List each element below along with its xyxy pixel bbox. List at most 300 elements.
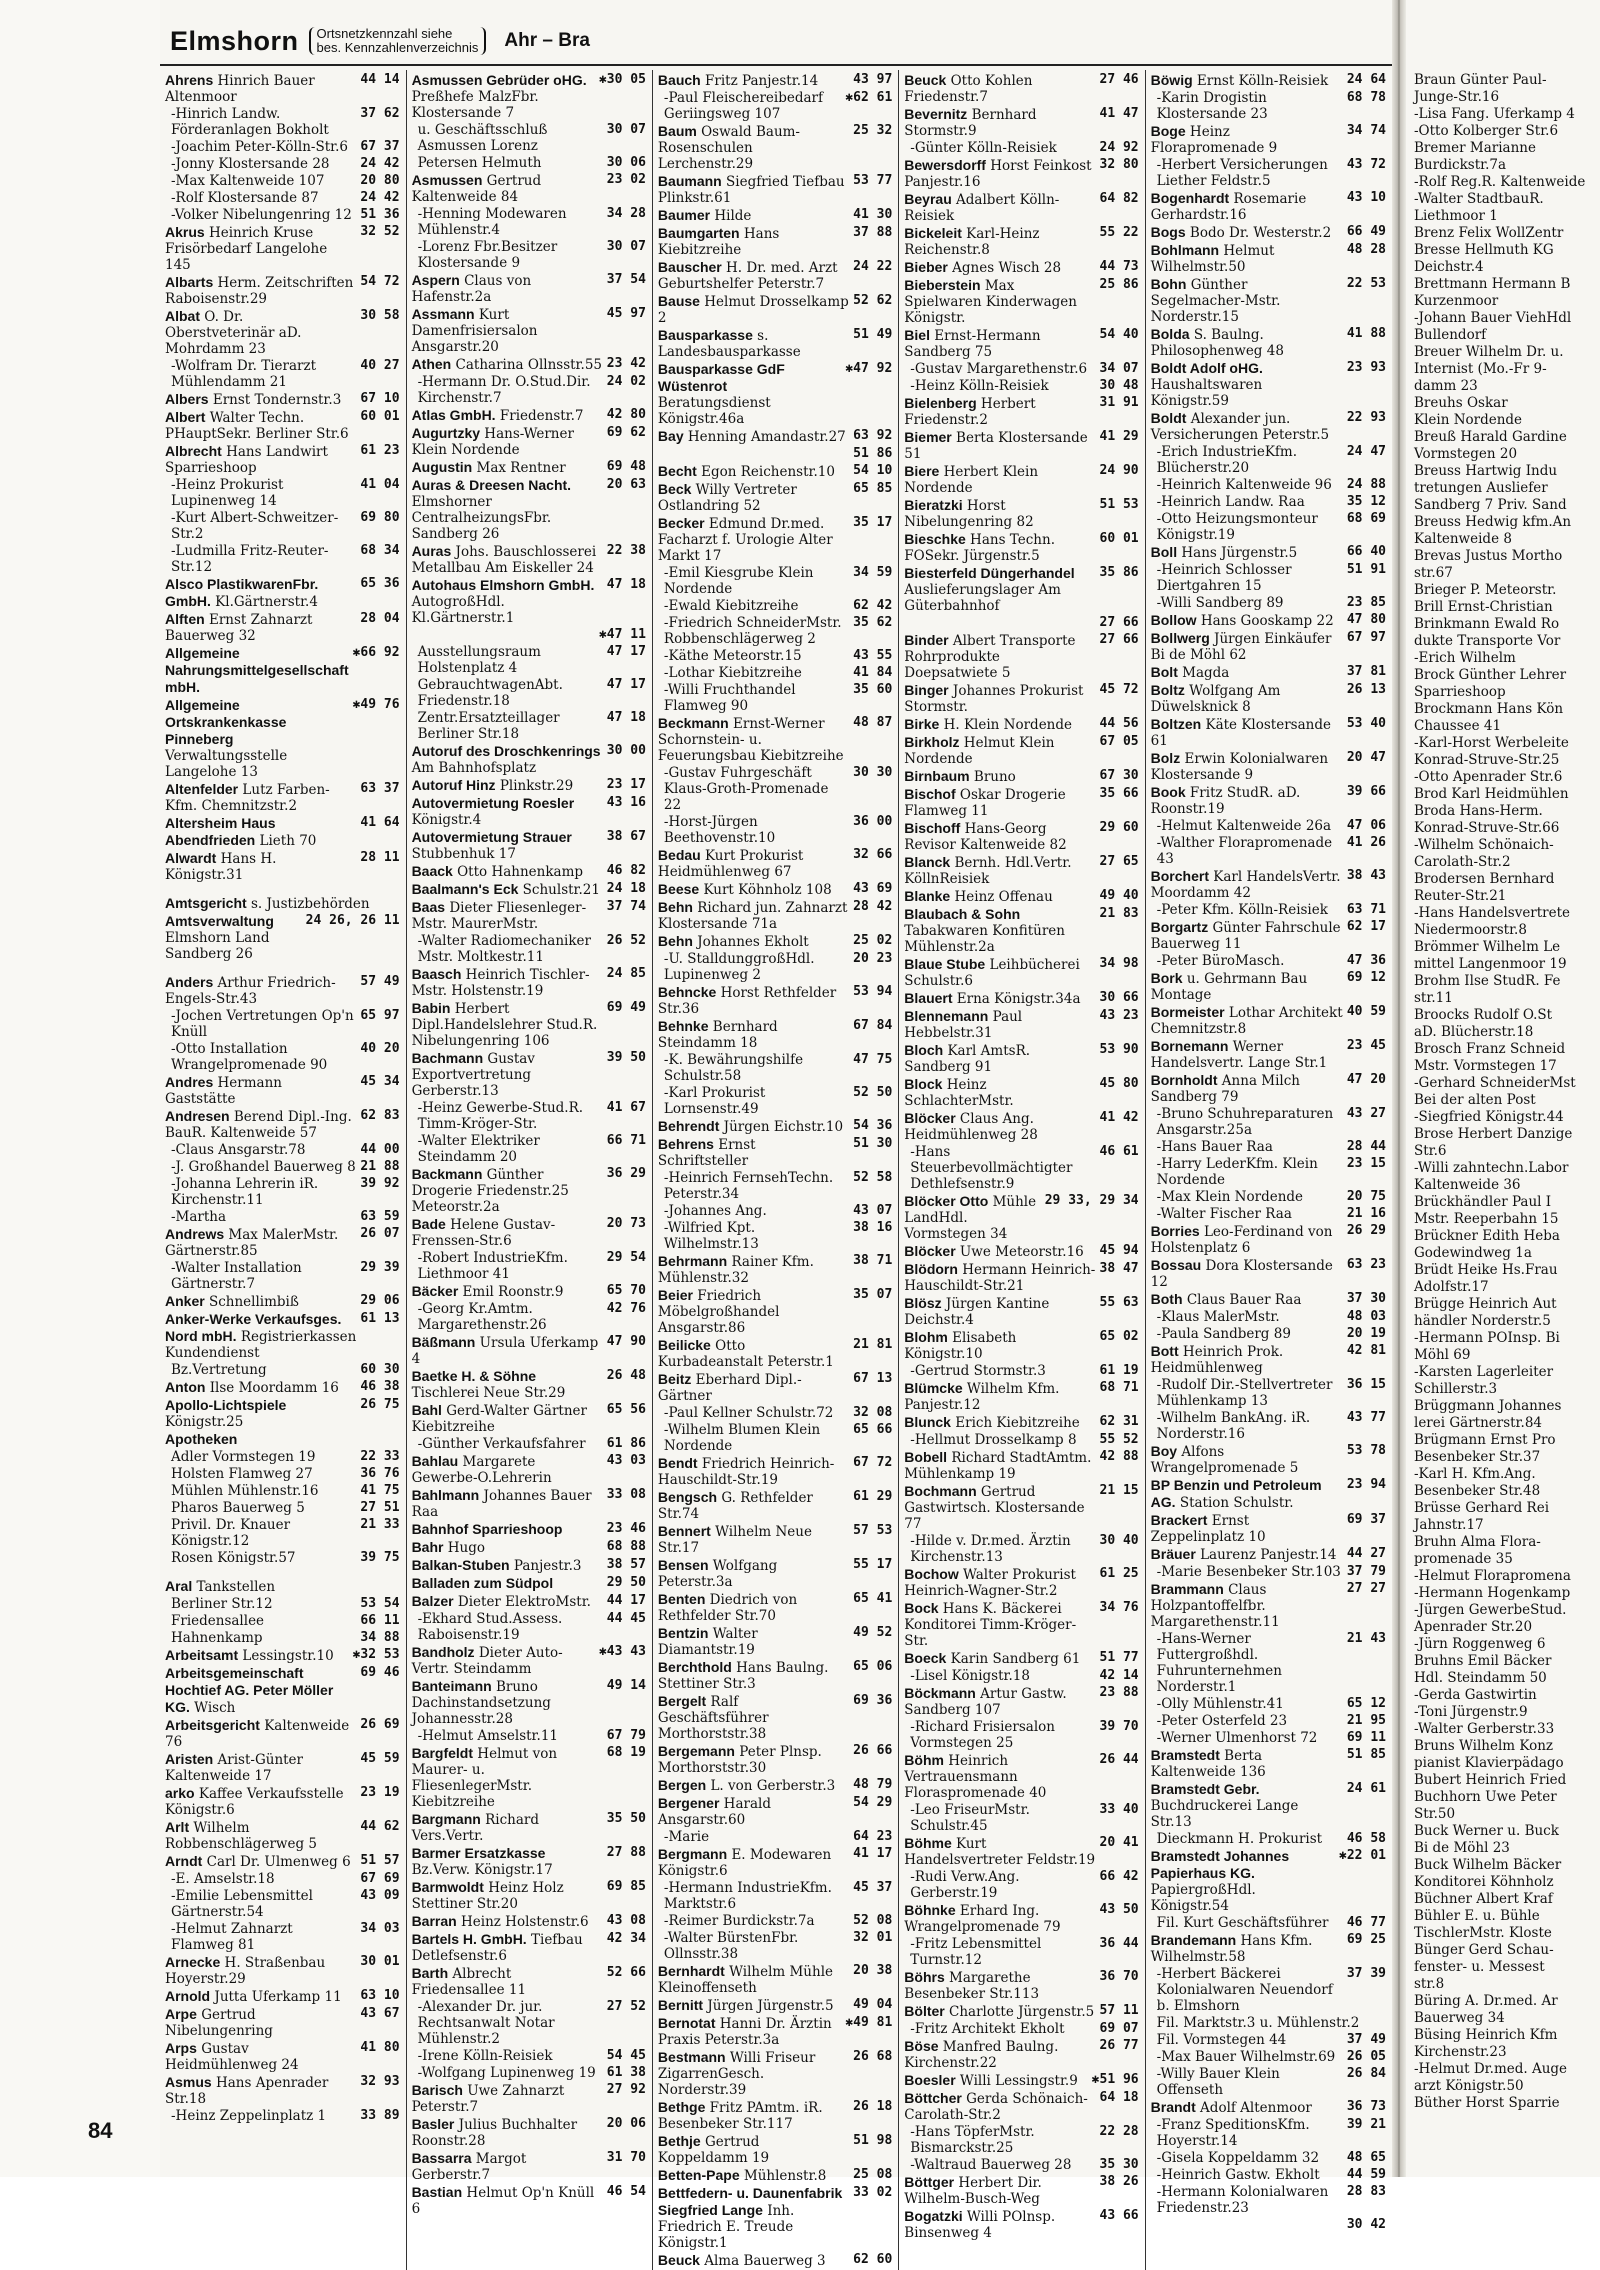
entry-text xyxy=(658,1220,849,1252)
entry-text xyxy=(658,481,849,514)
entry-text xyxy=(904,1008,1095,1041)
directory-entry xyxy=(165,1785,400,1818)
directory-entry xyxy=(904,734,1138,767)
entry-text xyxy=(1151,953,1343,969)
entry-phone-number: 24 47 xyxy=(1346,444,1386,459)
entry-text xyxy=(1151,1410,1343,1442)
next-page-line: -Erich Wilhelm xyxy=(1414,650,1516,666)
entry-phone-number: 22 33 xyxy=(360,1449,400,1464)
directory-entry xyxy=(412,272,646,305)
entry-details: -Paula Sandberg 89 xyxy=(1156,1326,1291,1342)
directory-entry xyxy=(165,1500,400,1516)
entry-phone-number: 24 22 xyxy=(853,259,893,274)
entry-name: Auras & Dreesen Nacht. xyxy=(411,477,572,493)
entry-text xyxy=(165,1159,356,1175)
entry-text xyxy=(904,395,1095,428)
directory-entry xyxy=(1151,276,1386,325)
entry-phone-number: 37 54 xyxy=(606,272,646,287)
directory-entry xyxy=(904,1008,1138,1041)
entry-name: Binger xyxy=(904,682,949,698)
directory-entry xyxy=(412,1879,646,1912)
directory-entry xyxy=(658,207,892,224)
entry-phone-number: 41 04 xyxy=(360,477,400,492)
entry-text xyxy=(412,710,603,742)
entry-phone-number: 61 86 xyxy=(606,1436,646,1451)
entry-text xyxy=(1151,1696,1343,1712)
entry-details: Claus von Hafenstr.2a xyxy=(411,273,532,305)
entry-text xyxy=(658,2252,849,2269)
entry-details: Max MalerMstr. Gärtnerstr.85 xyxy=(165,1227,339,1259)
entry-text xyxy=(412,1436,603,1452)
entry-phone-number: 69 37 xyxy=(1346,1512,1386,1527)
entry-phone-number: 26 84 xyxy=(1346,2066,1386,2081)
directory-entry xyxy=(1151,835,1386,867)
directory-entry xyxy=(1151,630,1386,663)
entry-name: Anton xyxy=(165,1379,206,1395)
entry-name: Bergener xyxy=(657,1795,720,1811)
entry-phone-number: 30 06 xyxy=(606,155,646,170)
entry-text xyxy=(412,1575,603,1592)
entry-text xyxy=(165,409,356,442)
entry-text xyxy=(165,974,356,1007)
entry-details: -Fritz Architekt Ekholt xyxy=(910,2021,1065,2037)
entry-phone-number: 69 07 xyxy=(1099,2021,1139,2036)
directory-entry xyxy=(658,90,892,122)
entry-text xyxy=(412,677,603,709)
entry-text xyxy=(1151,1713,1343,1729)
entry-text xyxy=(658,173,849,206)
entry-details: Mühlen Mühlenstr.16 xyxy=(171,1483,319,1499)
entry-text xyxy=(412,577,603,626)
entry-phone-number: 37 79 xyxy=(1346,1564,1386,1579)
entry-phone-number: 42 80 xyxy=(606,407,646,422)
entry-name: Arbeitsgemeinschaft Hochtief AG. Peter Möller KG. xyxy=(165,1665,334,1715)
entry-details: Richard jun. Zahnarzt Klostersande 71a xyxy=(657,900,848,932)
directory-entry xyxy=(165,974,400,1007)
header-rule xyxy=(160,64,1392,66)
entry-phone-number: 47 17 xyxy=(606,644,646,659)
directory-entry xyxy=(412,239,646,271)
entry-text xyxy=(1151,410,1343,443)
entry-details: Walter Diamantstr.19 xyxy=(657,1626,758,1658)
directory-entry xyxy=(165,895,400,912)
entry-details: Mühle LandHdl. Vormstegen 34 xyxy=(904,1194,1037,1242)
entry-details: G. Rethfelder Str.74 xyxy=(657,1490,813,1522)
entry-phone-number: 35 30 xyxy=(1099,2157,1139,2172)
entry-details: Schnellimbiß xyxy=(204,1294,299,1310)
entry-text xyxy=(658,847,849,880)
entry-details: Margarethe Besenbeker Str.113 xyxy=(904,1970,1040,2002)
entry-name: Autoruf Hinz xyxy=(411,777,496,793)
entry-text xyxy=(165,1260,356,1292)
entry-text xyxy=(658,1846,849,1879)
directory-entry xyxy=(904,1261,1138,1294)
entry-details: Margot Gerberstr.7 xyxy=(411,2151,527,2183)
directory-entry xyxy=(165,611,400,644)
entry-details: Berliner Str.12 xyxy=(171,1596,273,1612)
entry-phone-number: 51 36 xyxy=(360,207,400,222)
directory-entry xyxy=(904,2208,1138,2241)
entry-name: Bock xyxy=(904,1600,939,1616)
entry-phone-number: 23 46 xyxy=(606,1521,646,1536)
entry-text xyxy=(165,1517,356,1549)
entry-details: -Hermann IndustrieKfm. Marktstr.6 xyxy=(663,1880,832,1912)
entry-text xyxy=(1151,612,1343,629)
entry-details: Rosen Königstr.57 xyxy=(171,1550,296,1566)
entry-details: Heinz Holstenstr.6 xyxy=(456,1914,589,1930)
entry-details: Jürgen Eichstr.10 xyxy=(719,1119,844,1135)
entry-phone-number: 62 31 xyxy=(1099,1414,1139,1429)
entry-phone-number: 45 97 xyxy=(606,306,646,321)
directory-entry xyxy=(412,966,646,999)
entry-details: Uwe Zahnarzt Peterstr.7 xyxy=(411,2083,565,2115)
entry-details: Registrierkassen Kundendienst xyxy=(165,1329,357,1361)
directory-entry xyxy=(165,1379,400,1396)
directory-entry xyxy=(165,1362,400,1378)
entry-phone-number: 32 93 xyxy=(360,2074,400,2089)
entry-name: Bogatzki xyxy=(904,2208,963,2224)
entry-details: Schulstr.21 xyxy=(518,882,600,898)
directory-entry xyxy=(658,1557,892,1590)
entry-text xyxy=(904,1802,1095,1834)
entry-details: Johs. Bauschlosserei Metallbau Am Eiskeller 24 xyxy=(411,544,597,576)
directory-entry xyxy=(1151,1966,1386,2014)
entry-phone-number: ✱62 61 xyxy=(845,90,893,105)
entry-text xyxy=(658,1118,849,1135)
entry-details: -J. Großhandel Bauerweg 8 xyxy=(171,1159,356,1175)
entry-phone-number: 38 16 xyxy=(853,1220,893,1235)
entry-text xyxy=(412,1913,603,1930)
entry-text xyxy=(1151,1156,1343,1188)
entry-name: Bay xyxy=(657,428,684,444)
entry-details: -Hans-Werner Futtergroßhdl. Fuhrunternehmen Norderstr.1 xyxy=(1156,1631,1282,1695)
entry-details: Rainer Kfm. Mühlenstr.32 xyxy=(657,1254,814,1286)
entry-details: -Ekhard Stud.Assess. Raboisenstr.19 xyxy=(417,1611,563,1643)
entry-text xyxy=(165,1483,356,1499)
directory-entry xyxy=(412,899,646,932)
next-page-line: Breuer Wilhelm Dr. u. xyxy=(1414,344,1564,360)
directory-entry xyxy=(658,1253,892,1286)
entry-details: Ilse Moordamm 16 xyxy=(205,1380,339,1396)
directory-entry xyxy=(904,2072,1138,2089)
next-page-line: -Otto Apenrader Str.6 xyxy=(1414,769,1563,785)
directory-entry xyxy=(904,1042,1138,1075)
entry-text xyxy=(165,190,356,206)
entry-phone-number: 49 52 xyxy=(853,1625,893,1640)
directory-entry xyxy=(904,72,1138,105)
next-page-line: Braun Günter Paul- xyxy=(1414,72,1547,88)
entry-name: Bewersdorff xyxy=(904,157,986,173)
entry-text xyxy=(412,1845,603,1878)
entry-text xyxy=(904,716,1095,733)
entry-details: Fil. Marktstr.3 u. Mühlenstr.2 xyxy=(1156,2015,1360,2031)
entry-text xyxy=(658,515,849,564)
next-page-line: Brückhändler Paul I xyxy=(1414,1194,1552,1210)
entry-phone-number: 26 66 xyxy=(853,1743,893,1758)
entry-details: -Johanna Lehrerin iR. Kirchenstr.11 xyxy=(171,1176,319,1208)
directory-entry xyxy=(1151,919,1386,952)
entry-details: Erwin Kolonialwaren Klostersande 9 xyxy=(1150,751,1329,783)
next-page-line: Bei der alten Post xyxy=(1414,1092,1536,1108)
entry-details: -Marie Besenbeker Str.103 xyxy=(1156,1564,1341,1580)
entry-name: Allgemeine Ortskrankenkasse Pinneberg xyxy=(165,697,287,747)
entry-details: Fritz Panjestr.14 xyxy=(700,73,819,89)
entry-name: Bieschke xyxy=(904,531,966,547)
entry-phone-number: 25 08 xyxy=(853,2167,893,2182)
entry-name: Bohlmann xyxy=(1150,242,1220,258)
entry-phone-number: 39 75 xyxy=(360,1550,400,1565)
entry-details: Panjestr.3 xyxy=(509,1558,582,1574)
entry-details: Privil. Dr. Knauer Königstr.12 xyxy=(171,1517,291,1549)
entry-name: Behrens xyxy=(657,1136,714,1152)
entry-name: Böttger xyxy=(904,2174,955,2190)
entry-details: -Günther Verkaufsfahrer xyxy=(417,1436,586,1452)
entry-text xyxy=(165,443,356,476)
next-page-line: Bruns Wilhelm Konz xyxy=(1414,1738,1554,1754)
entry-text xyxy=(904,259,1095,276)
entry-details: -Peter BüroMasch. xyxy=(1156,953,1285,969)
entry-text xyxy=(658,1557,849,1590)
entry-text xyxy=(658,2133,849,2166)
directory-entry xyxy=(1151,242,1386,275)
next-page-line: Brückner Edith Heba xyxy=(1414,1228,1560,1244)
directory-entry xyxy=(904,820,1138,853)
entry-phone-number: 30 66 xyxy=(1099,990,1139,1005)
entry-text xyxy=(165,358,356,390)
entry-details: Hans Jürgenstr.5 xyxy=(1177,545,1298,561)
directory-entry xyxy=(165,1142,400,1158)
entry-name: Bahr xyxy=(411,1539,444,1555)
entry-name: Bernhardt xyxy=(657,1963,725,1979)
entry-details: -Emil Kiesgrube Klein Nordende xyxy=(663,565,814,597)
header-range: Ahr – Bra xyxy=(504,30,590,51)
entry-name: Ahrens xyxy=(165,72,214,88)
entry-details: -Max Bauer Wilhelmstr.69 xyxy=(1156,2049,1336,2065)
entry-text xyxy=(1151,72,1343,89)
directory-entry xyxy=(1151,190,1386,223)
entry-name: Autovermietung Roesler xyxy=(411,795,575,811)
entry-details: Willi POlnsp. Binsenweg 4 xyxy=(904,2209,1056,2241)
entry-details: Gertrud Nibelungenring xyxy=(165,2007,273,2039)
entry-text xyxy=(165,156,356,172)
entry-details: -Heinrich FernsehTechn. Peterstr.34 xyxy=(663,1170,834,1202)
entry-text xyxy=(165,1008,356,1040)
entry-details: Gerda Schönaich-Carolath-Str.2 xyxy=(904,2091,1088,2123)
entry-text xyxy=(412,459,603,476)
entry-text xyxy=(412,1999,603,2047)
entry-details: Petersen Helmuth xyxy=(417,155,542,171)
entry-text xyxy=(1151,190,1343,223)
entry-details: Margarete Gewerbe-O.Lehrerin xyxy=(411,1454,552,1486)
entry-details: Peter Plnsp. Morthorststr.30 xyxy=(657,1744,822,1776)
entry-details: -Leo FriseurMstr. Schulstr.45 xyxy=(910,1802,1030,1834)
directory-entry xyxy=(904,2038,1138,2071)
entry-phone-number: 35 50 xyxy=(606,1811,646,1826)
directory-entry xyxy=(658,293,892,326)
entry-name: Baack xyxy=(411,863,453,879)
entry-text xyxy=(412,425,603,458)
entry-phone-number: 69 46 xyxy=(360,1665,400,1680)
entry-phone-number: ✱49 81 xyxy=(845,2015,893,2030)
directory-entry xyxy=(904,395,1138,428)
entry-details: Heinz Holz Stettiner Str.20 xyxy=(411,1880,564,1912)
entry-details: Friedenstr.7 xyxy=(495,408,584,424)
entry-name: Bedau xyxy=(657,847,701,863)
entry-text xyxy=(658,2015,841,2048)
directory-entry xyxy=(904,463,1138,496)
directory-entry xyxy=(412,306,646,355)
entry-text xyxy=(412,1965,603,1998)
entry-name: Bloch xyxy=(904,1042,944,1058)
entry-phone-number: 43 09 xyxy=(360,1888,400,1903)
entry-details: Beratungsdienst Königstr.46a xyxy=(657,395,771,427)
next-page-line: Buck Werner u. Buck xyxy=(1414,1823,1559,1839)
entry-name: Beck xyxy=(657,481,692,497)
entry-details: Hans-Werner Klein Nordende xyxy=(411,426,574,458)
entry-text xyxy=(904,378,1095,394)
entry-text xyxy=(412,1879,603,1912)
entry-text xyxy=(1151,750,1343,783)
entry-details: Helmut Wilhelmstr.50 xyxy=(1150,243,1275,275)
directory-entry xyxy=(165,1954,400,1987)
entry-details: Willi Friseur ZigarrenGesch. Norderstr.39 xyxy=(657,2050,816,2098)
entry-details: -Max Kaltenweide 107 xyxy=(171,173,325,189)
entry-text xyxy=(1151,242,1343,275)
entry-phone-number: 26 07 xyxy=(360,1226,400,1241)
entry-details: Kurt Handelsvertreter Feldstr.19 xyxy=(904,1836,1096,1868)
entry-details: Otto Kohlen Friedenstr.7 xyxy=(904,73,1033,105)
entry-details: Oswald Baum-Rosenschulen Lerchenstr.29 xyxy=(657,124,800,172)
entry-phone-number: 30 00 xyxy=(606,743,646,758)
entry-name: Albarts xyxy=(165,274,214,290)
next-page-line: Niedermoorstr.8 xyxy=(1414,922,1527,938)
entry-phone-number: 28 44 xyxy=(1346,1139,1386,1154)
entry-text xyxy=(904,1193,1040,1242)
directory-entry xyxy=(165,1988,400,2005)
entry-details: -Hans TöpferMstr. Bismarckstr.25 xyxy=(910,2124,1035,2156)
entry-text xyxy=(412,2184,603,2217)
entry-phone-number: 51 77 xyxy=(1099,1650,1139,1665)
entry-text xyxy=(658,1052,849,1084)
directory-entry xyxy=(1151,2184,1386,2216)
entry-phone-number: 43 07 xyxy=(853,1203,893,1218)
entry-phone-number: 24 90 xyxy=(1099,463,1139,478)
entry-text xyxy=(165,815,356,849)
entry-details: -Günter Kölln-Reisiek xyxy=(910,140,1057,156)
entry-text xyxy=(904,1752,1095,1801)
directory-entry xyxy=(165,1108,400,1141)
entry-phone-number: 51 91 xyxy=(1346,562,1386,577)
entry-name: Alften xyxy=(165,611,205,627)
entry-name: Bolt xyxy=(1150,664,1178,680)
entry-phone-number: 60 01 xyxy=(1099,531,1139,546)
directory-entry xyxy=(412,1166,646,1215)
entry-details: L. von Gerberstr.3 xyxy=(706,1778,836,1794)
entry-text xyxy=(165,72,356,105)
entry-details: Berend Dipl.-Ing. BauR. Kaltenweide 57 xyxy=(165,1109,352,1141)
entry-name: Anker xyxy=(165,1293,205,1309)
entry-details: Preßhefe MalzFbr. Klostersande 7 xyxy=(411,89,539,121)
entry-text xyxy=(658,1913,849,1929)
directory-entry xyxy=(904,1363,1138,1379)
entry-details: Dieckmann H. Prokurist xyxy=(1156,1831,1323,1847)
directory-entry xyxy=(1151,682,1386,715)
entry-name: Barmwoldt xyxy=(411,1879,484,1895)
entry-text xyxy=(165,1142,356,1158)
listing-column-1 xyxy=(160,70,407,2270)
entry-details: Hinrich Bauer Altenmoor xyxy=(165,73,315,105)
entry-details: Herbert Dir. Wilhelm-Busch-Weg xyxy=(904,2175,1042,2207)
entry-phone-number: 24 85 xyxy=(606,966,646,981)
entry-name: Böwig xyxy=(1150,72,1193,88)
entry-text xyxy=(904,531,1095,564)
entry-details: Karl-Heinz Reichenstr.8 xyxy=(904,226,1040,258)
directory-entry xyxy=(412,356,646,373)
entry-text xyxy=(1151,682,1343,715)
entry-name: Bethge xyxy=(657,2099,706,2115)
entry-phone-number: 30 30 xyxy=(853,765,893,780)
entry-phone-number: 60 30 xyxy=(360,1362,400,1377)
directory-entry xyxy=(412,155,646,171)
entry-text xyxy=(658,933,849,950)
entry-text xyxy=(1151,1932,1343,1965)
entry-details: Verwaltungsstelle Langelohe 13 xyxy=(165,748,288,780)
entry-details: Johannes Bauer Raa xyxy=(411,1488,592,1520)
entry-phone-number: 43 69 xyxy=(853,881,893,896)
entry-phone-number: 20 38 xyxy=(853,1963,893,1978)
next-page-line: Internist (Mo.-Fr 9- xyxy=(1414,361,1547,377)
entry-name: Amtsgericht xyxy=(165,895,247,911)
directory-entry xyxy=(165,1074,400,1107)
next-page-line: Bi de Möhl 23 xyxy=(1414,1840,1510,1856)
entry-phone-number: 63 71 xyxy=(1346,902,1386,917)
entry-phone-number: 20 63 xyxy=(606,477,646,492)
entry-text xyxy=(412,899,603,932)
directory-entry xyxy=(165,645,400,696)
entry-text xyxy=(658,1930,849,1962)
entry-details: Haushaltswaren Königstr.59 xyxy=(1150,377,1263,409)
entry-phone-number: 68 71 xyxy=(1099,1380,1139,1395)
entry-details: Am Bahnhofsplatz xyxy=(411,760,537,776)
entry-details: Käte Klostersande 61 xyxy=(1150,717,1331,749)
entry-name: Brandemann xyxy=(1150,1932,1237,1948)
entry-name: Boge xyxy=(1150,123,1186,139)
entry-details: Tankstellen xyxy=(192,1579,276,1595)
next-page-line: TischlerMstr. Kloste xyxy=(1414,1925,1552,1941)
entry-details: Heinrich Prok. Heidmühlenweg xyxy=(1150,1344,1284,1376)
entry-details: Heinz SchlachterMstr. xyxy=(904,1077,1014,1109)
entry-text xyxy=(658,1625,849,1658)
entry-details: Gertrud Kaltenweide 84 xyxy=(411,173,542,205)
directory-entry xyxy=(165,2040,400,2073)
entry-phone-number: 63 23 xyxy=(1346,1257,1386,1272)
entry-name: Bischoff xyxy=(904,820,961,836)
directory-entry xyxy=(658,361,892,427)
entry-details: -Herbert Bäckerei Kolonialwaren Neuendorf b. Elmshorn xyxy=(1156,1966,1333,2014)
entry-details: Zentr.Ersatzteillager Berliner Str.18 xyxy=(417,710,560,742)
entry-details: Claus Ang. Heidmühlenweg 28 xyxy=(904,1111,1038,1143)
directory-entry xyxy=(412,863,646,880)
entry-text xyxy=(904,191,1095,224)
entry-text xyxy=(658,1659,849,1692)
next-page-line: -Walter Gerberstr.33 xyxy=(1414,1721,1555,1737)
entry-details: -Waltraud Bauerweg 28 xyxy=(910,2157,1072,2173)
next-page-line: Besenbeker Str.48 xyxy=(1414,1483,1541,1499)
entry-details: Berta Kaltenweide 136 xyxy=(1150,1748,1266,1780)
entry-phone-number: 47 06 xyxy=(1346,818,1386,833)
entry-phone-number: 29 33, 29 34 xyxy=(1044,1193,1139,1208)
entry-text xyxy=(1151,2015,1382,2031)
